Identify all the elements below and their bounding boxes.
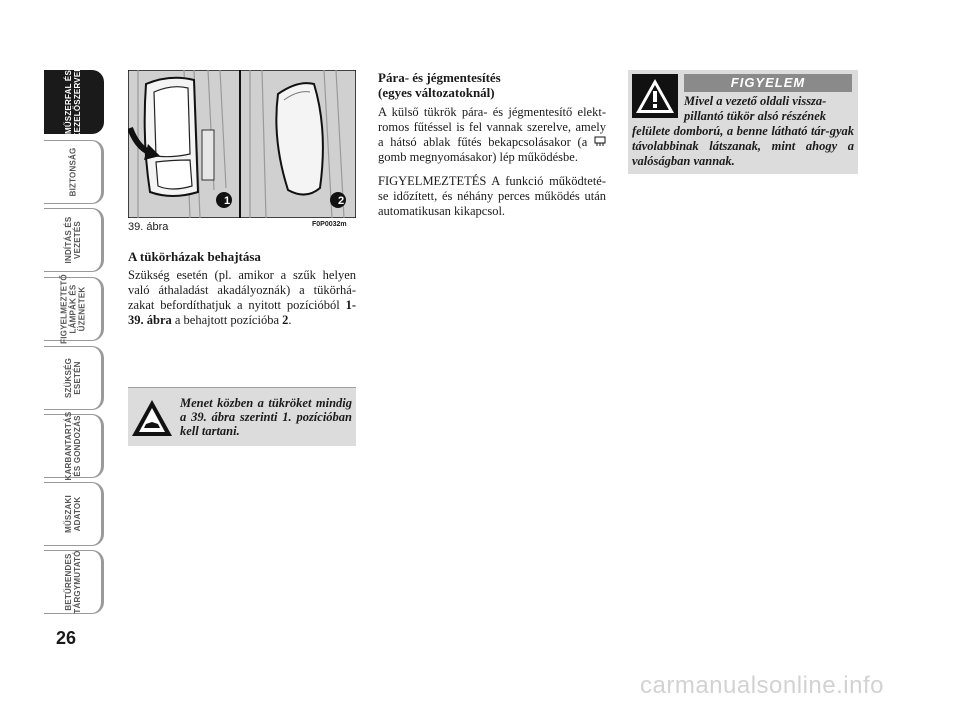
warning-text-line-2: pillantó tükör alsó részének (684, 109, 827, 123)
defrost-para-1-end: gomb megnyomásakor) lép működésbe. (378, 150, 578, 164)
fold-body-end: . (288, 313, 292, 327)
warning-text-rest: felülete domború, a benne látható tár-gyak távolabbinak látszanak, mint ahogy a valóságban vannak. (632, 124, 854, 168)
defrost-heading-1: Pára- és jégmentesítés (378, 70, 501, 85)
note-box (128, 387, 356, 446)
page-number: 26 (56, 628, 77, 648)
chapter-tab (44, 482, 104, 546)
fold-body-text-2: a behajtott pozícióba (171, 313, 283, 327)
chapter-tab-label: BIZTONSÁG (68, 147, 77, 197)
defrost-para-1 (378, 105, 606, 165)
fold-body-text: Szükség esetén (pl. amikor a szűk helyen való áthaladást akadályoznák) a tükörhá-zakat befordíthatjuk a nyitott pozícióból (128, 268, 356, 312)
figure-caption: 39. ábra (128, 221, 169, 233)
road-warning-icon (130, 398, 174, 438)
fold-section (128, 249, 356, 328)
defrost-section (378, 70, 606, 219)
watermark: carmanualsonline.info (640, 672, 884, 699)
chapter-tab (44, 550, 104, 614)
chapter-tab-label: KARBANTARTÁS ÉS GONDOZÁS (63, 411, 82, 481)
defrost-para-1-text: A külső tükrök pára- és jégmentesítő elekt-romos fűtéssel is fel vannak szerelve, amely a hátsó ablak fűtés bekapcsolásakor (a (378, 105, 606, 149)
chapter-tab-label: MŰSZERFAL ÉS KEZELŐSZERVEK (63, 65, 82, 139)
chapter-tab (44, 208, 104, 272)
chapter-tab (44, 274, 104, 344)
fold-heading: A tükörházak behajtása (128, 249, 261, 264)
chapter-tab-label: INDÍTÁS ÉS VEZETÉS (63, 216, 82, 264)
chapter-tab (44, 346, 104, 410)
chapter-tab-label: SZÜKSÉG ESETÉN (63, 357, 82, 399)
chapter-tab-label: MŰSZAKI ADATOK (63, 495, 82, 533)
rear-window-heater-icon (594, 136, 606, 147)
fold-body-figure-ref: 1-39. ábra (128, 298, 356, 327)
defrost-para-2: FIGYELMEZTETÉS A funkció működteté-se időzített, és néhány perces működés után automatikusan kikapcsol. (378, 174, 606, 218)
warning-text (632, 94, 854, 169)
chapter-tab-label: FIGYELMEZTETŐ LÁMPÁK ÉS ÜZENETEK (59, 274, 86, 344)
warning-title: FIGYELEM (684, 74, 852, 92)
defrost-heading-2: (egyes változatoknál) (378, 85, 495, 100)
chapter-tab (44, 140, 104, 204)
chapter-tab-label: BETŰRENDES TÁRGYMUTATÓ (63, 550, 82, 614)
figure-39 (128, 70, 356, 218)
warning-text-line-1: Mivel a vezető oldali vissza- (684, 94, 827, 108)
chapter-tab (44, 65, 104, 139)
warning-box (628, 70, 858, 174)
fold-body (128, 268, 356, 328)
mirror-illustration (128, 70, 356, 218)
fold-body-position: 2 (282, 313, 289, 327)
note-text: Menet közben a tükröket mindig a 39. ábra szerinti 1. pozícióban kell tartani. (180, 396, 352, 438)
chapter-tab (44, 411, 104, 481)
figure-code: F0P0032m (312, 221, 347, 228)
